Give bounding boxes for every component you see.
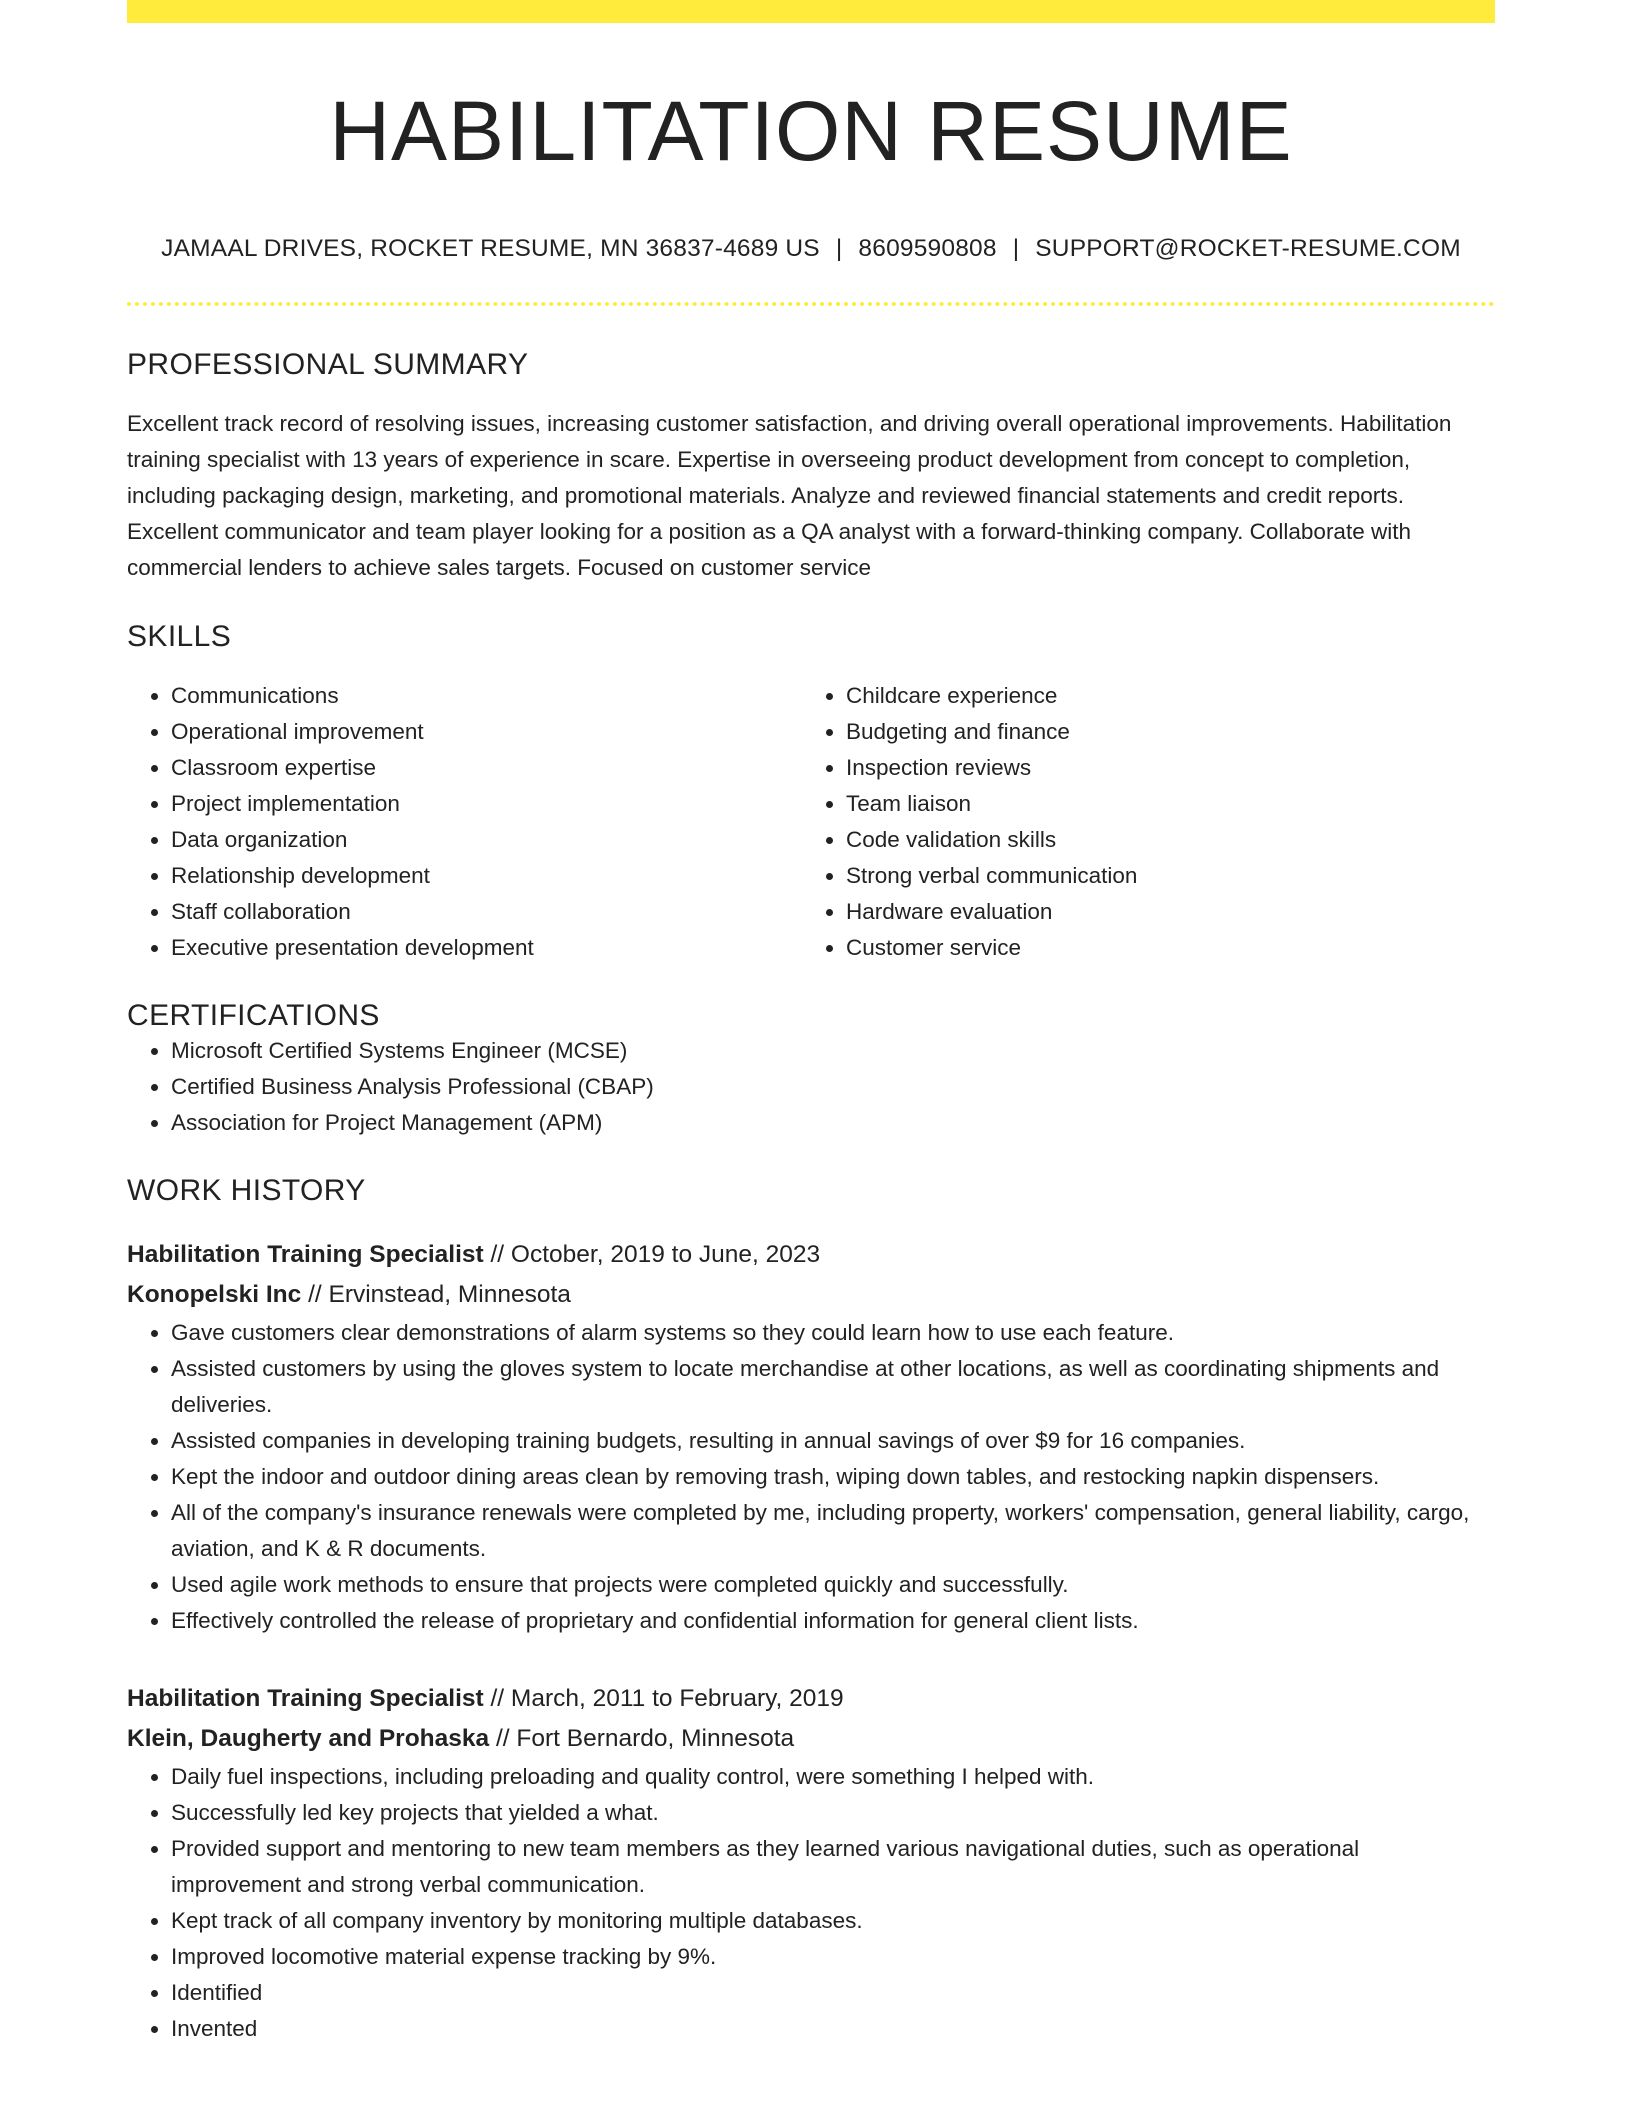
skill-item: • Classroom expertise [171,750,802,786]
skill-item: • Inspection reviews [846,750,1477,786]
work-history-heading: WORK HISTORY [127,1174,366,1208]
skill-item: • Budgeting and finance [846,714,1477,750]
job-title-line [127,1235,1495,1275]
skill-item: • Project implementation [171,786,802,822]
job-duty: • Successfully led key projects that yielded a what. [171,1795,1495,1831]
job-location: // Fort Bernardo, Minnesota [489,1725,795,1753]
job-company-line [127,1275,1495,1315]
contact-address: JAMAAL DRIVES, ROCKET RESUME, MN 36837-4689 US [161,235,820,263]
job-duty: • Provided support and mentoring to new team members as they learned various navigational duties, such as operational improvement and strong verbal communication. [171,1831,1495,1903]
job-company: Klein, Daugherty and Prohaska [127,1725,490,1753]
job-dates: // October, 2019 to June, 2023 [483,1241,821,1269]
certifications-heading: CERTIFICATIONS [127,999,380,1033]
summary-heading: PROFESSIONAL SUMMARY [127,348,529,382]
skill-item: • Data organization [171,822,802,858]
contact-separator: | [1012,235,1020,263]
skill-item: • Communications [171,678,802,714]
job-entry [127,1679,1495,2047]
job-duty: • Kept the indoor and outdoor dining areas clean by removing trash, wiping down tables, and restocking napkin dispensers. [171,1459,1495,1495]
contact-email: SUPPORT@ROCKET-RESUME.COM [1035,235,1461,263]
certification-item: • Certified Business Analysis Professional (CBAP) [171,1069,1495,1105]
certification-item: • Association for Project Management (APM) [171,1105,1495,1141]
job-company: Konopelski Inc [127,1281,302,1309]
job-title-line [127,1679,1495,1719]
skills-grid [127,678,1495,966]
job-duty: • Assisted companies in developing training budgets, resulting in annual savings of over $9 for 16 companies. [171,1423,1495,1459]
skill-item: • Code validation skills [846,822,1477,858]
job-duties-list [127,1759,1495,2047]
job-entry [127,1235,1495,1639]
job-duty: • Gave customers clear demonstrations of alarm systems so they could learn how to use each feature. [171,1315,1495,1351]
job-duty: • Identified [171,1975,1495,2011]
skill-item: • Relationship development [171,858,802,894]
skills-heading: SKILLS [127,620,232,654]
job-duty: • All of the company's insurance renewals were completed by me, including property, workers' compensation, general liability, cargo, aviation, and K & R documents. [171,1495,1495,1567]
dotted-divider [127,302,1495,306]
job-duty: • Daily fuel inspections, including preloading and quality control, were something I helped with. [171,1759,1495,1795]
skill-item: • Executive presentation development [171,930,802,966]
skill-item: • Staff collaboration [171,894,802,930]
resume-title: HABILITATION RESUME [329,84,1293,178]
contact-separator: | [835,235,843,263]
skills-list-right [802,678,1477,966]
skills-column-left [127,678,802,966]
skills-list-left [127,678,802,966]
skill-item: • Operational improvement [171,714,802,750]
skill-item: • Childcare experience [846,678,1477,714]
job-title: Habilitation Training Specialist [127,1241,484,1269]
skill-item: • Hardware evaluation [846,894,1477,930]
job-title: Habilitation Training Specialist [127,1685,484,1713]
contact-phone: 8609590808 [858,235,997,263]
job-location: // Ervinstead, Minnesota [301,1281,571,1309]
contact-info [127,235,1495,263]
job-duty: • Used agile work methods to ensure that projects were completed quickly and successfully. [171,1567,1495,1603]
job-duty: • Kept track of all company inventory by monitoring multiple databases. [171,1903,1495,1939]
top-accent-bar [127,0,1495,23]
resume-page [127,0,1495,2047]
job-company-line [127,1719,1495,1759]
job-duty: • Invented [171,2011,1495,2047]
skill-item: • Team liaison [846,786,1477,822]
job-duty: • Effectively controlled the release of proprietary and confidential information for general client lists. [171,1603,1495,1639]
job-duties-list [127,1315,1495,1639]
skills-column-right [802,678,1477,966]
skill-item: • Customer service [846,930,1477,966]
job-duty: • Improved locomotive material expense tracking by 9%. [171,1939,1495,1975]
skill-item: • Strong verbal communication [846,858,1477,894]
certification-item: • Microsoft Certified Systems Engineer (MCSE) [171,1033,1495,1069]
job-duty: • Assisted customers by using the gloves system to locate merchandise at other locations, as well as coordinating shipments and deliveries. [171,1351,1495,1423]
summary-text: Excellent track record of resolving issues, increasing customer satisfaction, and driving overall operational improvements. Habilitation training specialist with 13 years of experience in scare. Expertise in overseeing product development from concept to completion, including packaging design, marketing, and promotional materials. Analyze and reviewed financial statements and credit reports. Excellent communicator and team player looking for a position as a QA analyst with a forward-thinking company. Collaborate with commercial lenders to achieve sales targets. Focused on customer service [127,411,1452,581]
job-dates: // March, 2011 to February, 2019 [483,1685,844,1713]
certifications-list [127,1033,1495,1141]
